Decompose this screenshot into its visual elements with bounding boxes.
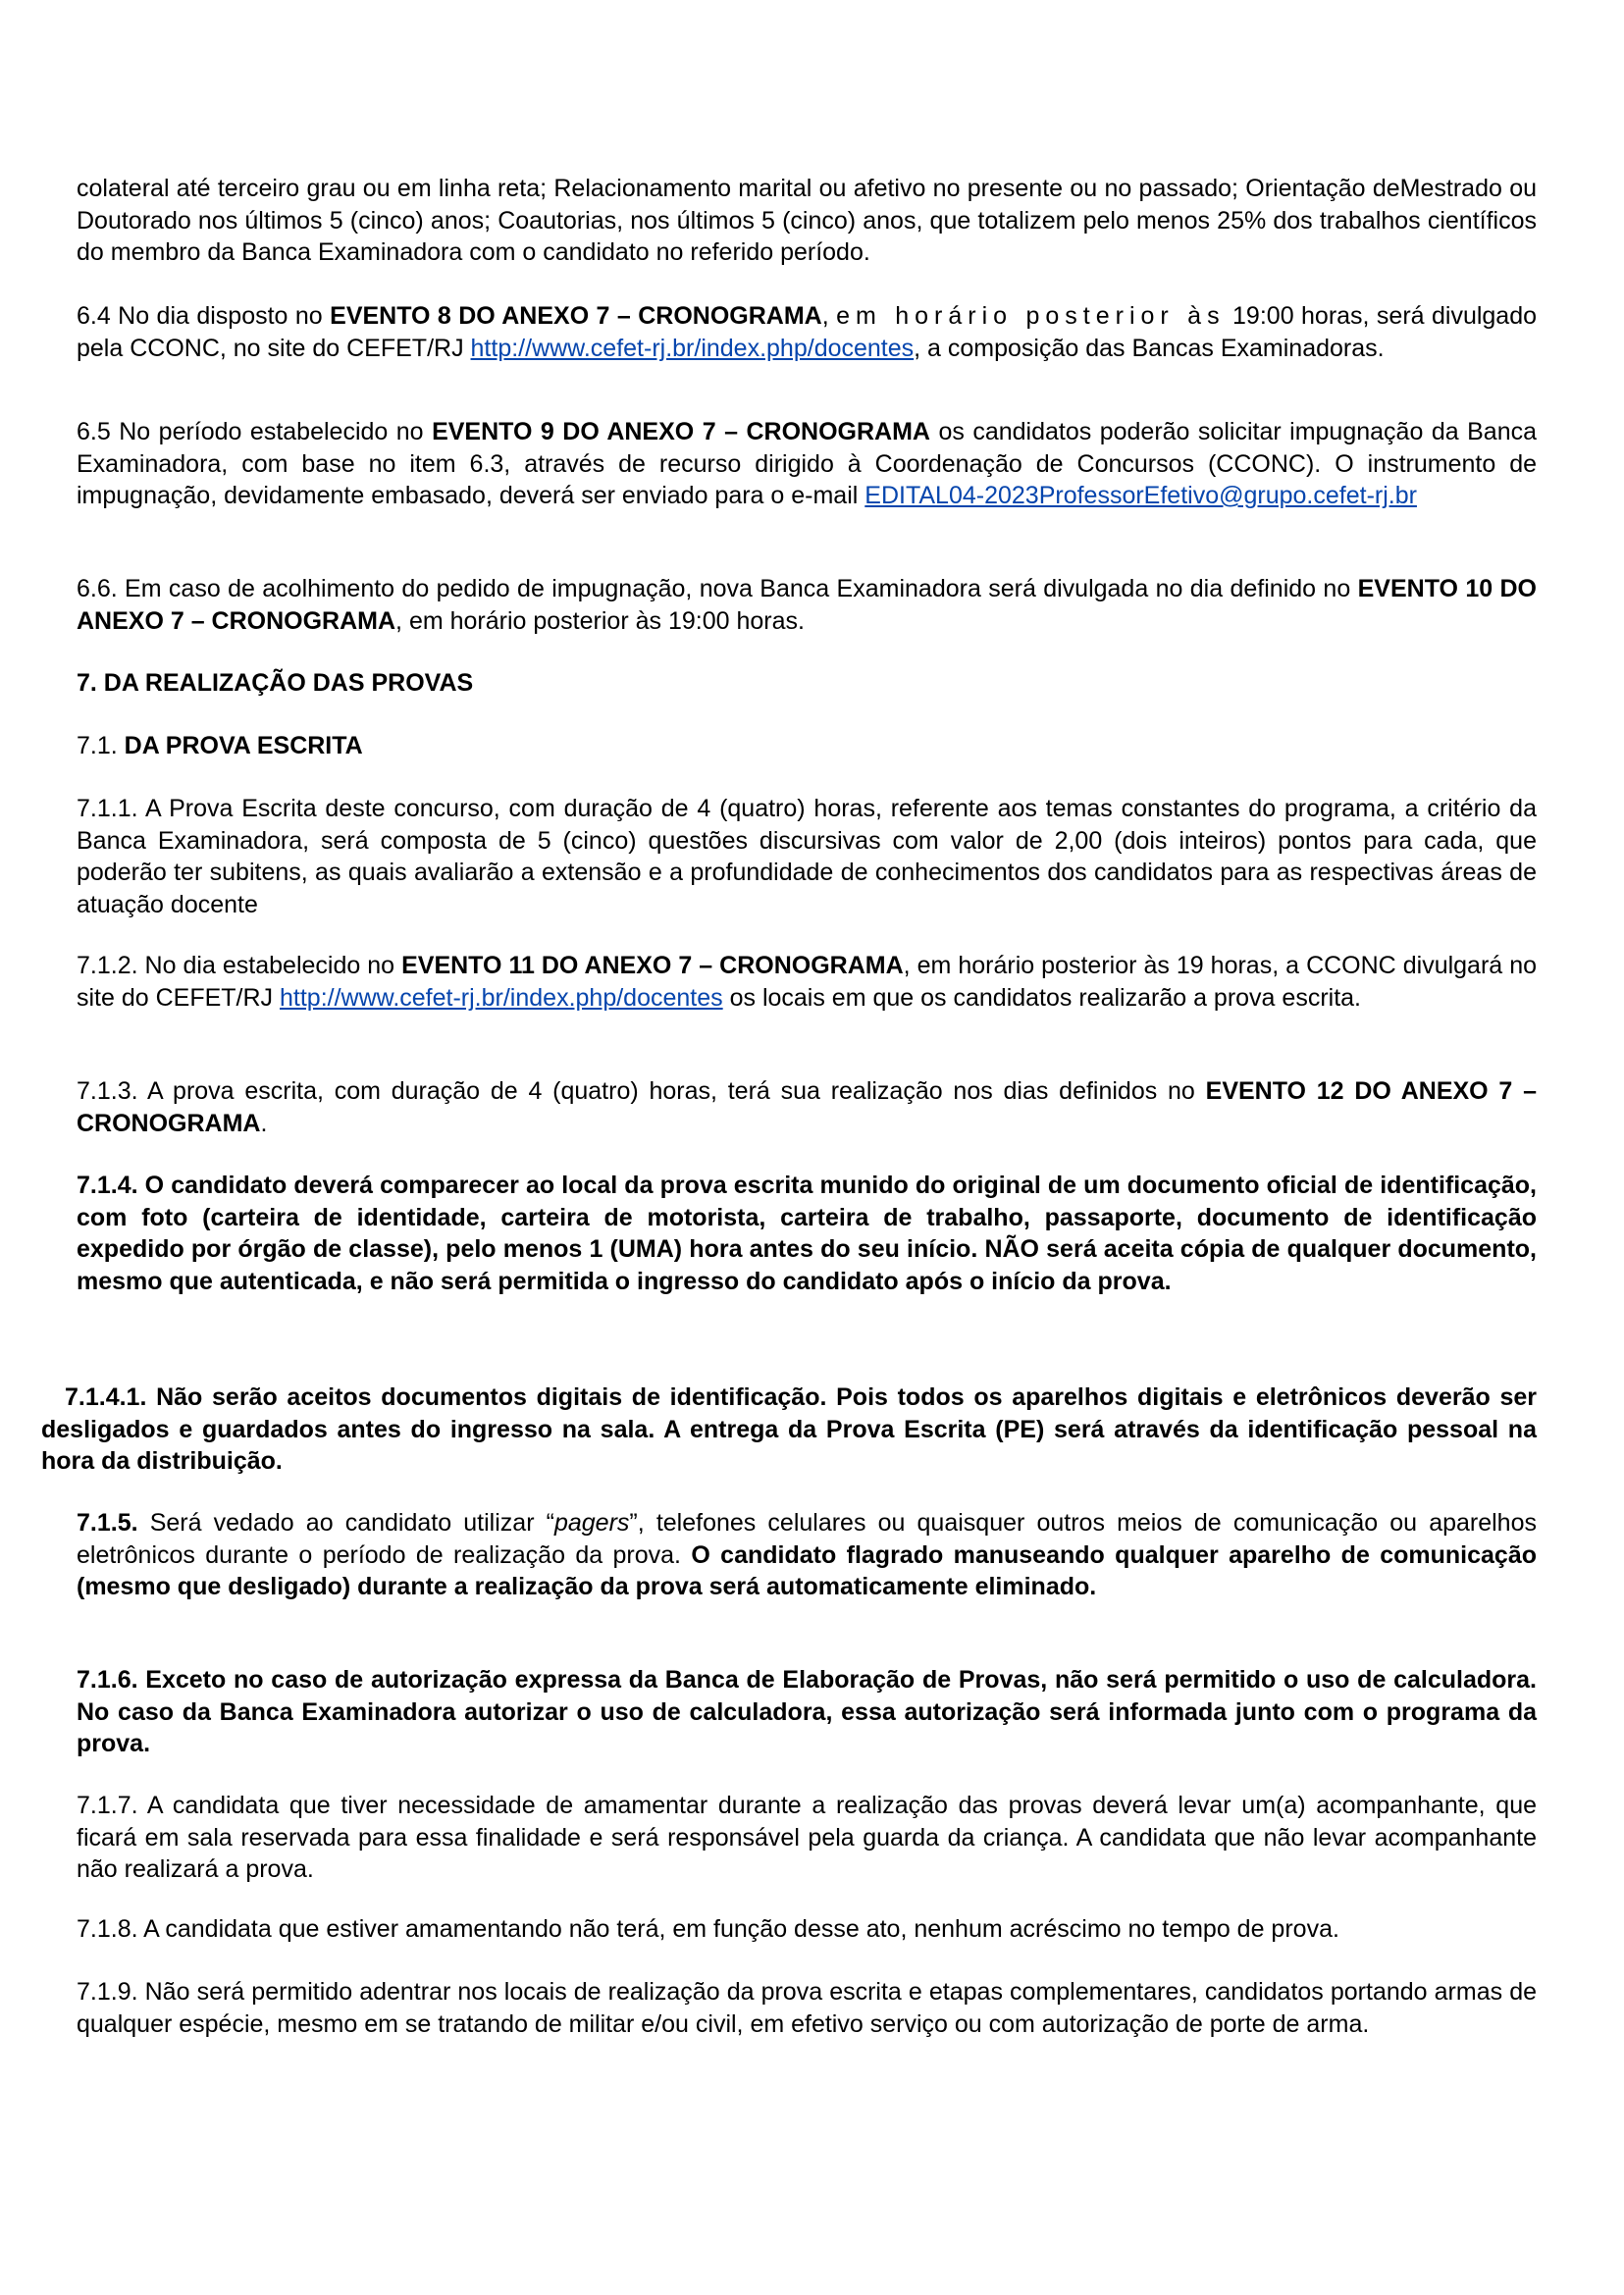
event-9-reference: EVENTO 9 DO ANEXO 7 – CRONOGRAMA xyxy=(432,418,930,445)
paragraph-7-1-9: 7.1.9. Não será permitido adentrar nos locais de realização da prova escrita e etapas complementares, candidatos portando armas de qualquer espécie, mesmo em se tratando de militar e/ou civil, em efetivo serviço ou com autorização de porte de arma. xyxy=(77,1978,1537,2038)
section-7-heading: 7. DA REALIZAÇÃO DAS PROVAS xyxy=(77,669,474,697)
event-10-reference: EVENTO 10 DO ANEXO 7 – CRONOGRAMA xyxy=(77,575,1538,635)
paragraph-7-1-3: 7.1.3. A prova escrita, com duração de 4 (quatro) horas, terá sua realização nos dias definidos no EVENTO 12 DO ANEXO 7 – CRONOGRAMA. xyxy=(77,1077,1538,1137)
paragraph-6-5: 6.5 No período estabelecido no EVENTO 9 DO ANEXO 7 – CRONOGRAMA os candidatos poderão solicitar impugnação da Banca Examinadora, com base no item 6.3, através de recurso dirigido à Coordenação de Concursos (CCONC). O instrumento de impugnação, devidamente embasado, deverá ser enviado para o e-mail EDITAL04-2023ProfessorEfetivo@grupo.cefet-rj.br xyxy=(77,418,1538,509)
paragraph-7-1-7: 7.1.7. A candidata que tiver necessidade de amamentar durante a realização das provas deverá levar um(a) acompanhante, que ficará em sala reservada para essa finalidade e será responsável pela guarda da criança. A candidata que não levar acompanhante não realizará a prova. xyxy=(77,1792,1537,1883)
event-11-reference: EVENTO 11 DO ANEXO 7 – CRONOGRAMA xyxy=(401,952,904,979)
event-8-reference: EVENTO 8 DO ANEXO 7 – CRONOGRAMA xyxy=(330,302,822,330)
impugnation-email-link[interactable]: EDITAL04-2023ProfessorEfetivo@grupo.cefet-rj.br xyxy=(864,482,1417,509)
event-12-reference: EVENTO 12 DO ANEXO 7 – CRONOGRAMA xyxy=(77,1077,1538,1137)
paragraph-7-1-4: 7.1.4. O candidato deverá comparecer ao local da prova escrita munido do original de um documento oficial de identificação, com foto (carteira de identidade, carteira de motorista, carteira de trabalho, passaporte, documento de identificação expedido por órgão de classe), pelo menos 1 (UMA) hora antes do seu início. NÃO será aceita cópia de qualquer documento, mesmo que autenticada, e não será permitida o ingresso do candidato após o início da prova. xyxy=(77,1172,1537,1295)
section-7-1-heading: 7.1. DA PROVA ESCRITA xyxy=(77,732,363,759)
paragraph-7-1-4-1: 7.1.4.1. Não serão aceitos documentos digitais de identificação. Pois todos os aparelhos digitais e eletrônicos deverão ser desligados e guardados antes do ingresso na sala. A entrega da Prova Escrita (PE) será através da identificação pessoal na hora da distribuição. xyxy=(41,1383,1537,1475)
paragraph-7-1-2: 7.1.2. No dia estabelecido no EVENTO 11 DO ANEXO 7 – CRONOGRAMA, em horário posterior às 19 horas, a CCONC divulgará no site do CEFET/RJ http://www.cefet-rj.br/index.php/docentes os locais em que os candidatos realizarão a prova escrita. xyxy=(77,952,1537,1012)
paragraph-7-1-8: 7.1.8. A candidata que estiver amamentando não terá, em função desse ato, nenhum acréscimo no tempo de prova. xyxy=(77,1915,1339,1943)
paragraph-conflict-criteria: colateral até terceiro grau ou em linha reta; Relacionamento marital ou afetivo no presente ou no passado; Orientação deMestrado ou Doutorado nos últimos 5 (cinco) anos; Coautorias, nos últimos 5 (cinco) anos, que totalizem pelo menos 25% dos trabalhos científicos do membro da Banca Examinadora com o candidato no referido período. xyxy=(77,175,1537,266)
paragraph-7-1-5: 7.1.5. Será vedado ao candidato utilizar “pagers”, telefones celulares ou quaisquer outros meios de comunicação ou aparelhos eletrônicos durante o período de realização da prova. O candidato flagrado manuseando qualquer aparelho de comunicação (mesmo que desligado) durante a realização da prova será automaticamente eliminado. xyxy=(77,1509,1537,1600)
docentes-link[interactable]: http://www.cefet-rj.br/index.php/docentes xyxy=(470,334,915,362)
docentes-link-2[interactable]: http://www.cefet-rj.br/index.php/docentes xyxy=(280,983,723,1012)
paragraph-6-6: 6.6. Em caso de acolhimento do pedido de impugnação, nova Banca Examinadora será divulgada no dia definido no EVENTO 10 DO ANEXO 7 – CRONOGRAMA, em horário posterior às 19:00 horas. xyxy=(77,575,1538,635)
paragraph-7-1-1: 7.1.1. A Prova Escrita deste concurso, com duração de 4 (quatro) horas, referente aos temas constantes do programa, a critério da Banca Examinadora, será composta de 5 (cinco) questões discursivas com valor de 2,00 (dois inteiros) pontos para cada, que poderão ter subitens, as quais avaliarão a extensão e a profundidade de conhecimentos dos candidatos para as respectivas áreas de atuação docente xyxy=(77,795,1537,918)
paragraph-6-4: 6.4 No dia disposto no EVENTO 8 DO ANEXO 7 – CRONOGRAMA, em horário posterior às 19:00 horas, será divulgado pela CCONC, no site do CEFET/RJ http://www.cefet-rj.br/index.php/docentes, a composição das Bancas Examinadoras. xyxy=(77,302,1538,362)
paragraph-7-1-6: 7.1.6. Exceto no caso de autorização expressa da Banca de Elaboração de Provas, não será permitido o uso de calculadora. No caso da Banca Examinadora autorizar o uso de calculadora, essa autorização será informada junto com o programa da prova. xyxy=(77,1666,1537,1757)
